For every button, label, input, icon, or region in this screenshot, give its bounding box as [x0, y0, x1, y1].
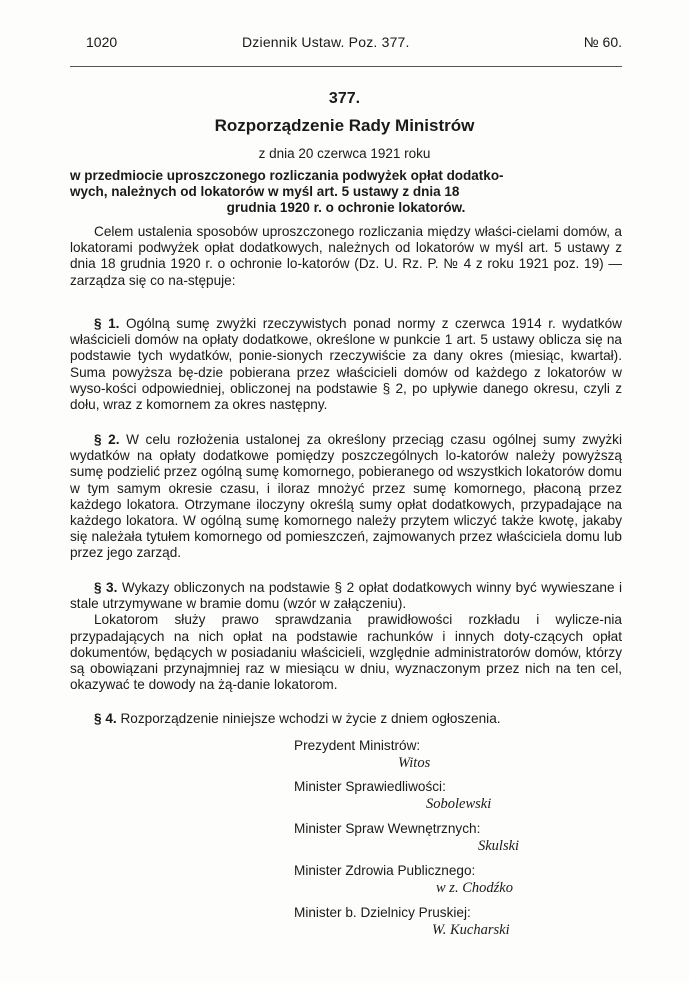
act-subject: [70, 168, 622, 216]
signature-office: Minister Spraw Wewnętrznych:: [294, 821, 481, 836]
signature-name: Witos: [398, 755, 431, 771]
section-text: W celu rozłożenia ustalonej za określony przeciąg czasu ogólnej sumy zwyżki wydatków na opłaty dodatkowe pomiędzy poszczególnych lo-katorów należy powyższą sumę podzielić przez ogólną sumę komornego, pobieranego od wszystkich lokatorów domu w tym samym okresie czasu, i iloraz mnożyć przez sumę komornego, płaconą przez każdego lokatora. Otrzymane iloczyny określą sumy opłat dodatkowych, przypadające na każdego lokatora. W ogólną sumę komornego należy przytem wliczyć także kwotę, jakaby się należała tytułem komornego od pomieszczeń, zajmowanych przez właściciela domu lub przez jego zarząd.: [70, 432, 622, 561]
header-divider: [70, 66, 622, 67]
signature-office: Minister Sprawiedliwości:: [294, 779, 446, 794]
section-text: Rozporządzenie niniejsze wchodzi w życie z dniem ogłoszenia.: [120, 711, 501, 726]
signature-office: Minister b. Dzielnicy Pruskiej:: [294, 905, 471, 920]
signature-name: Skulski: [478, 838, 520, 854]
preamble: [70, 224, 622, 289]
section-4: [70, 711, 622, 727]
section-text: Wykazy obliczonych na podstawie § 2 opłat dodatkowych winny być wywieszane i stale utrzymywane w bramie domu (wzór w załączeniu).: [70, 580, 622, 612]
journal-title: Dziennik Ustaw. Poz. 377.: [242, 34, 410, 50]
page-header: [70, 34, 622, 56]
preamble-text: Celem ustalenia sposobów uproszczonego rozliczania między właści-cielami domów, a lokatorami podwyżek opłat dodatkowych, należnych od lokatorów w myśl art. 5 ustawy z dnia 18 grudnia 1920 r. o ochronie lo-katorów (Dz. U. Rz. P. № 4 z roku 1921 poz. 19) — zarządza się co na-stępuje:: [70, 224, 622, 288]
page-number: 1020: [86, 34, 118, 50]
section-2: [70, 432, 622, 562]
subject-line: w przedmiocie uproszczonego rozliczania podwyżek opłat dodatko-: [70, 168, 504, 183]
section-label: § 1.: [94, 316, 120, 331]
subject-line: wych, należnych od lokatorów w myśl art. 5 ustawy z dnia 18: [70, 184, 460, 199]
section-text: Ogólną sumę zwyżki rzeczywistych ponad normy z czerwca 1914 r. wydatków właścicieli domów na opłaty dodatkowe, określone w punkcie 1 art. 5 ustawy oblicza się na podstawie tych wydatków, ponie-sionych rzeczywiście za dany okres (miesiąc, kwartał). Suma powyższa bę-dzie pobierana przez właścicieli domów od każdego z lokatorów w wyso-kości odpowiedniej, obliczonej na podstawie § 2, po upływie danego okresu, czyli z dołu, wraz z komornem za okres następny.: [70, 316, 622, 413]
signature-name: W. Kucharski: [432, 922, 510, 938]
signature-office: Minister Zdrowia Publicznego:: [294, 863, 476, 878]
act-date: z dnia 20 czerwca 1921 roku: [258, 146, 431, 161]
signature-name: w z. Chodźko: [436, 880, 513, 896]
act-title: Rozporządzenie Rady Ministrów: [214, 116, 475, 135]
section-label: § 4.: [94, 711, 117, 726]
act-number: 377.: [328, 90, 361, 107]
issue-number: № 60.: [583, 34, 622, 50]
section-label: § 3.: [94, 580, 118, 595]
signature-name: Sobolewski: [426, 796, 492, 812]
section-text: Lokatorom służy prawo sprawdzania prawidłowości rozkładu i wylicze-nia przypadających na nich opłat na podstawie rachunków i innych doty-czących opłat dokumentów, będących w posiadaniu właścicieli, względnie administratorów domów, którzy są obowiązani przynajmniej raz w miesiącu w dniu, wyznaczonym przez nich na ten cel, okazywać te dowody na żą-danie lokatorom.: [70, 612, 622, 693]
section-3: [70, 580, 622, 693]
section-1: [70, 316, 622, 413]
signature-office: Prezydent Ministrów:: [294, 738, 421, 753]
section-label: § 2.: [94, 432, 120, 447]
subject-line: grudnia 1920 r. o ochronie lokatorów.: [226, 200, 466, 215]
